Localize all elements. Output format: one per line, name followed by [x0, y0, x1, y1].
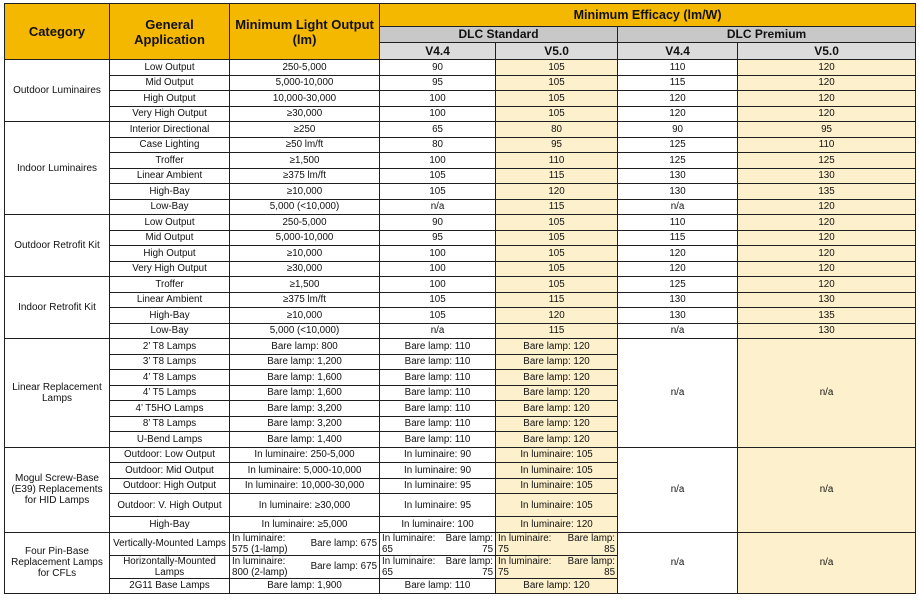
header-premium-v44: V4.4	[618, 43, 738, 60]
application-cell: Interior Directional	[110, 122, 230, 138]
application-cell: Low Output	[110, 215, 230, 231]
application-cell: High Output	[110, 91, 230, 107]
table-row	[5, 122, 916, 138]
premium-v44-cell: 120	[618, 91, 738, 107]
standard-v44-cell: In luminaire: 95	[380, 494, 496, 517]
standard-v50-cell: 120	[496, 308, 618, 324]
application-cell: Vertically-Mounted Lamps	[110, 532, 230, 555]
standard-v44-cell: 105	[380, 184, 496, 200]
standard-v50-cell: 95	[496, 137, 618, 153]
premium-v44-cell: 130	[618, 168, 738, 184]
application-cell: Troffer	[110, 153, 230, 169]
standard-v44-cell: 105	[380, 308, 496, 324]
standard-v50-cell: In luminaire: 120	[496, 517, 618, 533]
standard-v44-luminaire-cell: In luminaire: 65	[380, 555, 438, 578]
standard-v50-cell: Bare lamp: 120	[496, 401, 618, 417]
standard-v44-cell: n/a	[380, 323, 496, 339]
application-cell: 4’ T5 Lamps	[110, 385, 230, 401]
premium-v44-cell: 130	[618, 308, 738, 324]
light-output-cell: In luminaire: ≥30,000	[230, 494, 380, 517]
standard-v44-cell: Bare lamp: 110	[380, 432, 496, 448]
standard-v50-luminaire-cell: In luminaire: 75	[496, 555, 557, 578]
premium-v50-cell: 120	[738, 75, 916, 91]
light-output-cell: In luminaire: ≥5,000	[230, 517, 380, 533]
application-cell: 4’ T8 Lamps	[110, 370, 230, 386]
standard-v50-cell: Bare lamp: 120	[496, 339, 618, 355]
light-output-cell: In luminaire: 250-5,000	[230, 447, 380, 463]
table-row	[5, 339, 916, 355]
category-cell: Four Pin-Base Replacement Lamps for CFLs	[5, 532, 110, 594]
light-output-bare-cell: Bare lamp: 675	[305, 532, 380, 555]
premium-v44-cell: n/a	[618, 339, 738, 448]
premium-v50-cell: 130	[738, 168, 916, 184]
standard-v50-cell: Bare lamp: 120	[496, 578, 618, 594]
standard-v44-cell: Bare lamp: 110	[380, 401, 496, 417]
standard-v44-cell: Bare lamp: 110	[380, 578, 496, 594]
standard-v44-cell: 100	[380, 261, 496, 277]
premium-v44-cell: 115	[618, 75, 738, 91]
header-premium-v50: V5.0	[738, 43, 916, 60]
table-row	[5, 308, 916, 324]
standard-v44-cell: 90	[380, 60, 496, 76]
light-output-cell: 10,000-30,000	[230, 91, 380, 107]
light-output-luminaire-cell: In luminaire: 800 (2-lamp)	[230, 555, 305, 578]
light-output-cell: Bare lamp: 3,200	[230, 401, 380, 417]
premium-v50-cell: 120	[738, 261, 916, 277]
application-cell: Outdoor: Low Output	[110, 447, 230, 463]
table-row	[5, 292, 916, 308]
standard-v50-cell: 105	[496, 60, 618, 76]
application-cell: Outdoor: Mid Output	[110, 463, 230, 479]
premium-v44-cell: n/a	[618, 447, 738, 532]
light-output-cell: 5,000 (<10,000)	[230, 323, 380, 339]
category-cell: Mogul Screw-Base (E39) Replacements for HID Lamps	[5, 447, 110, 532]
application-cell: Troffer	[110, 277, 230, 293]
standard-v50-cell: 105	[496, 106, 618, 122]
table-row	[5, 199, 916, 215]
premium-v44-cell: 120	[618, 106, 738, 122]
standard-v44-cell: 90	[380, 215, 496, 231]
light-output-cell: ≥250	[230, 122, 380, 138]
light-output-cell: In luminaire: 5,000-10,000	[230, 463, 380, 479]
table-row	[5, 261, 916, 277]
header-minimum-light-output: Minimum Light Output (lm)	[230, 4, 380, 60]
premium-v50-cell: n/a	[738, 339, 916, 448]
standard-v50-cell: 105	[496, 246, 618, 262]
table-row	[5, 447, 916, 463]
premium-v50-cell: 120	[738, 106, 916, 122]
header-standard-v44: V4.4	[380, 43, 496, 60]
premium-v50-cell: 95	[738, 122, 916, 138]
standard-v50-cell: In luminaire: 105	[496, 494, 618, 517]
standard-v44-cell: 100	[380, 106, 496, 122]
light-output-cell: In luminaire: 10,000-30,000	[230, 478, 380, 494]
header-standard-v50: V5.0	[496, 43, 618, 60]
application-cell: 2G11 Base Lamps	[110, 578, 230, 594]
premium-v44-cell: 130	[618, 292, 738, 308]
standard-v50-bare-cell: Bare lamp: 85	[557, 532, 618, 555]
light-output-cell: ≥10,000	[230, 184, 380, 200]
premium-v44-cell: 120	[618, 261, 738, 277]
light-output-cell: 5,000 (<10,000)	[230, 199, 380, 215]
standard-v50-cell: In luminaire: 105	[496, 478, 618, 494]
premium-v44-cell: 125	[618, 277, 738, 293]
application-cell: Horizontally-Mounted Lamps	[110, 555, 230, 578]
premium-v44-cell: n/a	[618, 199, 738, 215]
premium-v44-cell: 125	[618, 153, 738, 169]
light-output-cell: 250-5,000	[230, 215, 380, 231]
standard-v44-cell: n/a	[380, 199, 496, 215]
table-row	[5, 106, 916, 122]
efficacy-table	[4, 3, 916, 594]
premium-v50-cell: 135	[738, 308, 916, 324]
application-cell: 4’ T5HO Lamps	[110, 401, 230, 417]
standard-v44-cell: 65	[380, 122, 496, 138]
standard-v50-cell: 105	[496, 230, 618, 246]
premium-v50-cell: 120	[738, 91, 916, 107]
light-output-cell: 5,000-10,000	[230, 230, 380, 246]
table-row	[5, 184, 916, 200]
light-output-luminaire-cell: In luminaire: 575 (1-lamp)	[230, 532, 305, 555]
standard-v44-cell: In luminaire: 95	[380, 478, 496, 494]
standard-v50-cell: 105	[496, 75, 618, 91]
standard-v44-cell: Bare lamp: 110	[380, 354, 496, 370]
table-row	[5, 277, 916, 293]
standard-v50-cell: 105	[496, 277, 618, 293]
table-row	[5, 91, 916, 107]
application-cell: High-Bay	[110, 184, 230, 200]
application-cell: Linear Ambient	[110, 292, 230, 308]
premium-v44-cell: 110	[618, 60, 738, 76]
standard-v50-cell: Bare lamp: 120	[496, 354, 618, 370]
light-output-cell: 5,000-10,000	[230, 75, 380, 91]
standard-v44-bare-cell: Bare lamp: 75	[438, 532, 496, 555]
application-cell: 8’ T8 Lamps	[110, 416, 230, 432]
table-row	[5, 323, 916, 339]
premium-v50-cell: 130	[738, 323, 916, 339]
premium-v44-cell: n/a	[618, 532, 738, 594]
standard-v50-cell: 115	[496, 292, 618, 308]
application-cell: Very High Output	[110, 106, 230, 122]
premium-v44-cell: 125	[618, 137, 738, 153]
premium-v50-cell: 120	[738, 246, 916, 262]
table-body	[5, 60, 916, 594]
table-row	[5, 60, 916, 76]
standard-v44-cell: 100	[380, 153, 496, 169]
premium-v50-cell: 130	[738, 292, 916, 308]
light-output-cell: ≥1,500	[230, 277, 380, 293]
premium-v50-cell: 110	[738, 137, 916, 153]
premium-v44-cell: 130	[618, 184, 738, 200]
header-general-application: General Application	[110, 4, 230, 60]
premium-v44-cell: 115	[618, 230, 738, 246]
standard-v44-cell: Bare lamp: 110	[380, 416, 496, 432]
category-cell: Indoor Retrofit Kit	[5, 277, 110, 339]
light-output-cell: ≥375 lm/ft	[230, 168, 380, 184]
premium-v44-cell: n/a	[618, 323, 738, 339]
light-output-cell: ≥375 lm/ft	[230, 292, 380, 308]
standard-v44-cell: In luminaire: 90	[380, 447, 496, 463]
standard-v44-cell: Bare lamp: 110	[380, 370, 496, 386]
table-row	[5, 532, 916, 555]
standard-v44-cell: Bare lamp: 110	[380, 385, 496, 401]
standard-v50-cell: 105	[496, 91, 618, 107]
application-cell: Outdoor: High Output	[110, 478, 230, 494]
light-output-cell: Bare lamp: 1,200	[230, 354, 380, 370]
standard-v44-cell: Bare lamp: 110	[380, 339, 496, 355]
light-output-cell: Bare lamp: 1,900	[230, 578, 380, 594]
application-cell: Low Output	[110, 60, 230, 76]
standard-v44-cell: 80	[380, 137, 496, 153]
light-output-cell: ≥10,000	[230, 246, 380, 262]
light-output-cell: Bare lamp: 800	[230, 339, 380, 355]
standard-v44-cell: 100	[380, 91, 496, 107]
light-output-bare-cell: Bare lamp: 675	[305, 555, 380, 578]
standard-v50-cell: 110	[496, 153, 618, 169]
premium-v50-cell: 125	[738, 153, 916, 169]
light-output-cell: 250-5,000	[230, 60, 380, 76]
header-category: Category	[5, 4, 110, 60]
premium-v50-cell: 120	[738, 277, 916, 293]
category-cell: Linear Replacement Lamps	[5, 339, 110, 448]
application-cell: Case Lighting	[110, 137, 230, 153]
light-output-cell: ≥30,000	[230, 261, 380, 277]
standard-v50-cell: 105	[496, 215, 618, 231]
light-output-cell: ≥1,500	[230, 153, 380, 169]
application-cell: High-Bay	[110, 308, 230, 324]
application-cell: U-Bend Lamps	[110, 432, 230, 448]
standard-v50-cell: Bare lamp: 120	[496, 370, 618, 386]
category-cell: Outdoor Luminaires	[5, 60, 110, 122]
premium-v50-cell: 120	[738, 230, 916, 246]
standard-v50-cell: 115	[496, 323, 618, 339]
standard-v44-cell: 105	[380, 168, 496, 184]
standard-v50-cell: 120	[496, 184, 618, 200]
header-dlc-standard: DLC Standard	[380, 27, 618, 43]
application-cell: Low-Bay	[110, 199, 230, 215]
standard-v50-bare-cell: Bare lamp: 85	[557, 555, 618, 578]
standard-v50-cell: 80	[496, 122, 618, 138]
premium-v50-cell: 120	[738, 215, 916, 231]
standard-v44-cell: 100	[380, 277, 496, 293]
table-row	[5, 153, 916, 169]
table-row	[5, 137, 916, 153]
application-cell: Very High Output	[110, 261, 230, 277]
table-row	[5, 246, 916, 262]
standard-v44-bare-cell: Bare lamp: 75	[438, 555, 496, 578]
application-cell: Low-Bay	[110, 323, 230, 339]
standard-v44-cell: 100	[380, 246, 496, 262]
light-output-cell: Bare lamp: 1,600	[230, 370, 380, 386]
application-cell: 3’ T8 Lamps	[110, 354, 230, 370]
light-output-cell: Bare lamp: 3,200	[230, 416, 380, 432]
premium-v44-cell: 110	[618, 215, 738, 231]
standard-v50-cell: 115	[496, 168, 618, 184]
standard-v50-cell: 105	[496, 261, 618, 277]
light-output-cell: ≥30,000	[230, 106, 380, 122]
standard-v44-cell: 95	[380, 75, 496, 91]
application-cell: Outdoor: V. High Output	[110, 494, 230, 517]
standard-v44-cell: 105	[380, 292, 496, 308]
table-row	[5, 75, 916, 91]
standard-v50-cell: 115	[496, 199, 618, 215]
premium-v50-cell: 120	[738, 199, 916, 215]
premium-v50-cell: 120	[738, 60, 916, 76]
application-cell: 2’ T8 Lamps	[110, 339, 230, 355]
header-dlc-premium: DLC Premium	[618, 27, 916, 43]
category-cell: Indoor Luminaires	[5, 122, 110, 215]
application-cell: High-Bay	[110, 517, 230, 533]
standard-v50-cell: Bare lamp: 120	[496, 416, 618, 432]
standard-v50-luminaire-cell: In luminaire: 75	[496, 532, 557, 555]
standard-v50-cell: Bare lamp: 120	[496, 432, 618, 448]
premium-v50-cell: n/a	[738, 532, 916, 594]
table-row	[5, 168, 916, 184]
premium-v50-cell: n/a	[738, 447, 916, 532]
light-output-cell: ≥50 lm/ft	[230, 137, 380, 153]
light-output-cell: ≥10,000	[230, 308, 380, 324]
standard-v44-luminaire-cell: In luminaire: 65	[380, 532, 438, 555]
category-cell: Outdoor Retrofit Kit	[5, 215, 110, 277]
standard-v44-cell: In luminaire: 90	[380, 463, 496, 479]
standard-v44-cell: 95	[380, 230, 496, 246]
premium-v44-cell: 120	[618, 246, 738, 262]
application-cell: Mid Output	[110, 75, 230, 91]
standard-v50-cell: In luminaire: 105	[496, 463, 618, 479]
light-output-cell: Bare lamp: 1,600	[230, 385, 380, 401]
premium-v44-cell: 90	[618, 122, 738, 138]
table-row	[5, 215, 916, 231]
header-minimum-efficacy: Minimum Efficacy (lm/W)	[380, 4, 916, 27]
standard-v44-cell: In luminaire: 100	[380, 517, 496, 533]
application-cell: High Output	[110, 246, 230, 262]
application-cell: Mid Output	[110, 230, 230, 246]
light-output-cell: Bare lamp: 1,400	[230, 432, 380, 448]
standard-v50-cell: In luminaire: 105	[496, 447, 618, 463]
premium-v50-cell: 135	[738, 184, 916, 200]
table-row	[5, 230, 916, 246]
application-cell: Linear Ambient	[110, 168, 230, 184]
standard-v50-cell: Bare lamp: 120	[496, 385, 618, 401]
